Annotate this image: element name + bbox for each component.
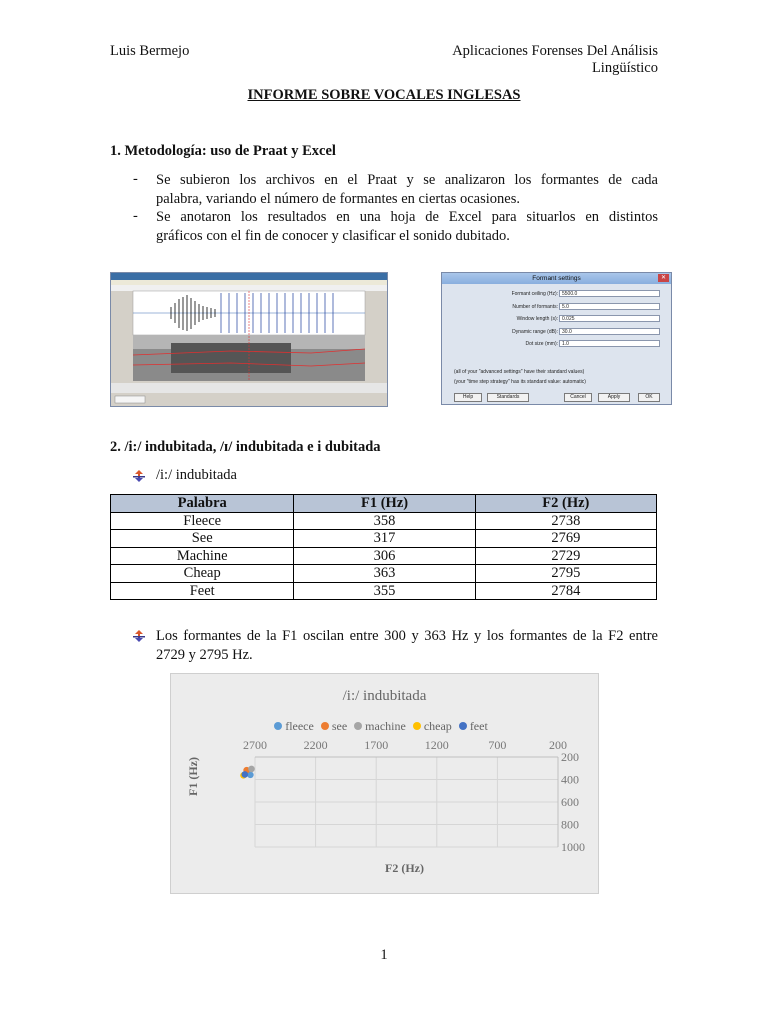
chart-title: /i:/ indubitada [342, 688, 427, 704]
section2-heading: 2. /i:/ indubitada, /ɪ/ indubitada e i dubitada [110, 439, 381, 455]
cell-f1: 306 [294, 547, 475, 565]
x-tick-label: 700 [488, 738, 507, 752]
header-course-line2: Lingüístico [591, 60, 658, 76]
formant-table [110, 494, 657, 600]
col-header-word: Palabra [111, 495, 294, 513]
dialog-field-label: Formant ceiling (Hz): [511, 291, 558, 297]
cell-f1: 358 [294, 512, 475, 530]
col-header-f2: F2 (Hz) [475, 495, 656, 513]
dialog-note-advanced: (all of your "advanced settings" have their standard values) [454, 369, 585, 375]
legend-label: machine [365, 718, 406, 733]
cell-word: Machine [111, 547, 294, 565]
cell-word: Fleece [111, 512, 294, 530]
praat-screenshot [110, 272, 388, 407]
dialog-field-input[interactable]: 5.0 [559, 303, 660, 310]
table-row [111, 565, 657, 583]
dialog-button-standards[interactable]: Standards [487, 393, 529, 402]
legend-label: cheap [423, 718, 452, 733]
dialog-field-label: Dot size (mm): [525, 341, 558, 347]
close-icon[interactable]: ✕ [658, 274, 669, 282]
x-tick-label: 2200 [303, 738, 328, 752]
bullet-arrow-icon [133, 630, 145, 642]
cell-word: See [111, 530, 294, 548]
table-row [111, 512, 657, 530]
y-tick-label: 600 [561, 795, 579, 809]
bullet2-text [156, 208, 658, 246]
cell-f1: 355 [294, 582, 475, 600]
header-course [452, 43, 658, 77]
cell-word: Feet [111, 582, 294, 600]
chart-container [170, 673, 599, 894]
cell-word: Cheap [111, 565, 294, 583]
praat-editor-image [111, 273, 387, 406]
x-tick-label: 1700 [364, 738, 389, 752]
y-axis-label: F1 (Hz) [186, 757, 200, 796]
cell-f2: 2769 [475, 530, 656, 548]
y-tick-label: 800 [561, 817, 579, 832]
legend-label: see [331, 718, 348, 733]
dialog-field-input[interactable]: 30.0 [559, 328, 660, 335]
cell-f2: 2795 [475, 565, 656, 583]
section1-heading: 1. Metodología: uso de Praat y Excel [110, 143, 336, 159]
legend-label: feet [469, 718, 488, 733]
x-tick-label: 200 [549, 738, 567, 752]
summary-text [156, 627, 658, 665]
dialog-field-label: Window length (s): [516, 316, 558, 322]
dialog-button-apply[interactable]: Apply [598, 393, 630, 402]
data-point-machine [248, 766, 255, 773]
cell-f1: 317 [294, 530, 475, 548]
x-axis-label: F2 (Hz) [385, 861, 424, 875]
table-header-row [111, 495, 657, 513]
dialog-field-label: Dynamic range (dB): [512, 328, 558, 335]
dialog-button-cancel[interactable]: Cancel [564, 393, 592, 402]
bullet-dash: - [133, 171, 138, 187]
col-header-f1: F1 (Hz) [294, 495, 475, 513]
dialog-note-timestep: (your "time step strategy" has its standard value: automatic) [454, 379, 586, 385]
bullet-arrow-icon [133, 470, 145, 482]
cell-f2: 2738 [475, 512, 656, 530]
dialog-field-input[interactable]: 5500.0 [559, 290, 660, 297]
bullet1-text [156, 171, 658, 209]
table-row [111, 547, 657, 565]
dialog-body [442, 284, 671, 404]
x-tick-label: 2700 [243, 738, 267, 752]
bullet2-line2: gráficos con el fin de conocer y clasificar el sonido dubitado. [156, 228, 510, 244]
page-number: 1 [380, 947, 388, 963]
subsection-label: /i:/ indubitada [156, 467, 237, 483]
dialog-button-help[interactable]: Help [454, 393, 482, 402]
dialog-title: Formant settings [532, 275, 581, 282]
bullet2-line1: Se anotaron los resultados en una hoja de Excel para situarlos en distintos [156, 209, 658, 225]
dialog-titlebar [442, 273, 671, 284]
formant-settings-dialog [441, 272, 672, 405]
y-tick-label: 1000 [561, 840, 585, 854]
header-author: Luis Bermejo [110, 43, 190, 59]
summary-line2: 2729 y 2795 Hz. [156, 647, 253, 663]
dialog-button-ok[interactable]: OK [638, 393, 660, 402]
cell-f2: 2729 [475, 547, 656, 565]
summary-line1: Los formantes de la F1 oscilan entre 300 y 363 Hz y los formantes de la F2 entre [156, 628, 658, 644]
bullet1-line1: Se subieron los archivos en el Praat y se analizaron los formantes de cada [156, 172, 658, 188]
header-course-line1: Aplicaciones Forenses Del Análisis [452, 43, 658, 59]
cell-f2: 2784 [475, 582, 656, 600]
dialog-field-input[interactable]: 0.025 [559, 315, 660, 322]
y-tick-label: 200 [561, 750, 579, 764]
document-title: INFORME SOBRE VOCALES INGLESAS [247, 87, 521, 103]
data-point-feet [242, 771, 249, 778]
bullet-dash: - [133, 208, 138, 224]
x-tick-label: 1200 [424, 738, 449, 752]
table-row [111, 530, 657, 548]
dialog-field-label: Number of formants: [512, 303, 558, 310]
bullet1-line2: palabra, variando el número de formantes en ciertas ocasiones. [156, 191, 520, 207]
cell-f1: 363 [294, 565, 475, 583]
y-tick-label: 400 [561, 772, 579, 787]
table-row [111, 582, 657, 600]
dialog-field-input[interactable]: 1.0 [559, 340, 660, 347]
legend-label: fleece [285, 718, 314, 733]
